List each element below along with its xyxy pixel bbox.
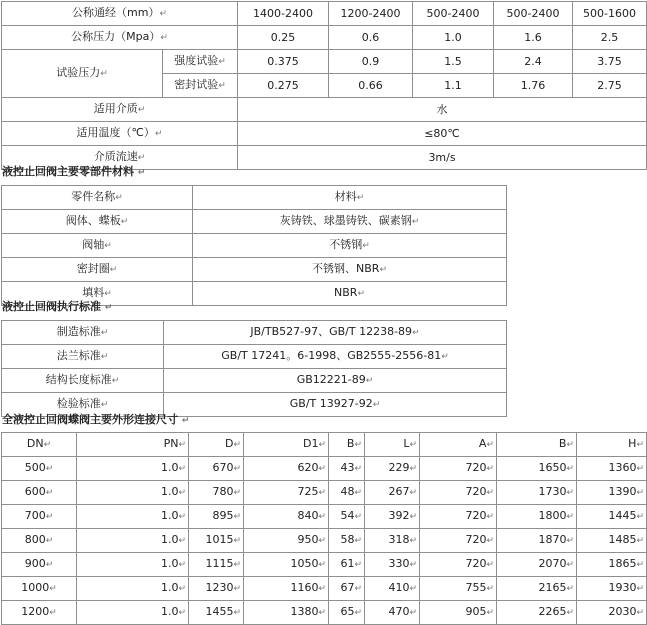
dimension-cell: 2030↵ — [577, 601, 647, 625]
dimension-cell: 1015↵ — [189, 529, 244, 553]
dimension-cell: 65↵ — [329, 601, 365, 625]
standard-name-cell: 结构长度标准↵ — [2, 369, 164, 393]
strength-test-label: 强度试验↵ — [163, 50, 238, 74]
dimension-cell: 895↵ — [189, 505, 244, 529]
dimension-cell: 58↵ — [329, 529, 365, 553]
nominal-diameter-row — [2, 2, 647, 26]
dimension-cell: 1445↵ — [577, 505, 647, 529]
dimension-cell: 1380↵ — [244, 601, 329, 625]
pressure-cell: 0.25 — [238, 26, 329, 50]
dimension-row — [2, 577, 647, 601]
spec-table — [1, 1, 647, 170]
dimension-header-row — [2, 433, 647, 457]
diameter-range-cell: 500-2400 — [413, 2, 494, 26]
dimension-cell: 1230↵ — [189, 577, 244, 601]
dimension-row — [2, 601, 647, 625]
dimension-cell: 1115↵ — [189, 553, 244, 577]
dimension-cell: 1.0↵ — [77, 505, 189, 529]
diameter-range-cell: 500-1600 — [573, 2, 647, 26]
dimension-cell: 720↵ — [420, 529, 497, 553]
strength-cell: 0.9 — [329, 50, 413, 74]
seal-test-label: 密封试验↵ — [163, 74, 238, 98]
material-header: 材料↵ — [193, 186, 507, 210]
dimension-cell: 2165↵ — [497, 577, 577, 601]
dimension-cell: 725↵ — [244, 481, 329, 505]
material-cell: 灰铸铁、球墨铸铁、碳素钢↵ — [193, 210, 507, 234]
dimension-cell: 2265↵ — [497, 601, 577, 625]
dimension-header-cell: PN↵ — [77, 433, 189, 457]
dimension-cell: 500↵ — [2, 457, 77, 481]
velocity-label: 介质流速↵ — [2, 146, 238, 170]
part-name-header: 零件名称↵ — [2, 186, 193, 210]
temperature-label: 适用温度（℃）↵ — [2, 122, 238, 146]
dimension-cell: 720↵ — [420, 457, 497, 481]
dimension-header-cell: L↵ — [365, 433, 420, 457]
seal-cell: 0.275 — [238, 74, 329, 98]
material-cell: 不锈钢、NBR↵ — [193, 258, 507, 282]
dimension-cell: 1.0↵ — [77, 529, 189, 553]
standards-row — [2, 321, 507, 345]
standard-name-cell: 制造标准↵ — [2, 321, 164, 345]
dimension-header-cell: H↵ — [577, 433, 647, 457]
nominal-pressure-row — [2, 26, 647, 50]
part-name-cell: 密封圈↵ — [2, 258, 193, 282]
strength-cell: 3.75 — [573, 50, 647, 74]
diameter-range-cell: 1400-2400 — [238, 2, 329, 26]
dimension-cell: 720↵ — [420, 553, 497, 577]
material-cell: 不锈钢↵ — [193, 234, 507, 258]
standard-name-cell: 法兰标准↵ — [2, 345, 164, 369]
dimension-header-cell: B↵ — [497, 433, 577, 457]
dimension-cell: 392↵ — [365, 505, 420, 529]
dimension-cell: 1485↵ — [577, 529, 647, 553]
dimension-cell: 900↵ — [2, 553, 77, 577]
dimension-cell: 1730↵ — [497, 481, 577, 505]
dimension-cell: 1455↵ — [189, 601, 244, 625]
pressure-cell: 1.6 — [494, 26, 573, 50]
part-name-cell: 阀体、蝶板↵ — [2, 210, 193, 234]
standard-value-cell: GB/T 13927-92↵ — [164, 393, 507, 417]
dimension-cell: 1.0↵ — [77, 577, 189, 601]
temperature-row — [2, 122, 647, 146]
dimension-header-cell: D↵ — [189, 433, 244, 457]
dimension-cell: 700↵ — [2, 505, 77, 529]
materials-header-row — [2, 186, 507, 210]
materials-row — [2, 210, 507, 234]
dimension-cell: 600↵ — [2, 481, 77, 505]
dimension-header-cell: DN↵ — [2, 433, 77, 457]
standards-row — [2, 369, 507, 393]
dimension-cell: 1.0↵ — [77, 457, 189, 481]
dimension-cell: 2070↵ — [497, 553, 577, 577]
dimension-cell: 1650↵ — [497, 457, 577, 481]
part-name-cell: 阀轴↵ — [2, 234, 193, 258]
dimension-cell: 620↵ — [244, 457, 329, 481]
dimension-cell: 410↵ — [365, 577, 420, 601]
strength-cell: 2.4 — [494, 50, 573, 74]
materials-table — [1, 185, 507, 306]
dimensions-table — [1, 432, 647, 625]
standard-name-cell: 检验标准↵ — [2, 393, 164, 417]
dimension-cell: 229↵ — [365, 457, 420, 481]
test-pressure-label: 试验压力↵ — [2, 50, 163, 98]
dimension-cell: 1.0↵ — [77, 553, 189, 577]
dimension-cell: 755↵ — [420, 577, 497, 601]
dimension-cell: 48↵ — [329, 481, 365, 505]
dimension-cell: 950↵ — [244, 529, 329, 553]
part-name-cell: 填料↵ — [2, 282, 193, 306]
dimension-cell: 1160↵ — [244, 577, 329, 601]
dimension-cell: 1930↵ — [577, 577, 647, 601]
dimension-cell: 267↵ — [365, 481, 420, 505]
standards-row — [2, 345, 507, 369]
nominal-diameter-label: 公称通经（mm）↵ — [2, 2, 238, 26]
dimension-cell: 1.0↵ — [77, 481, 189, 505]
velocity-value: 3m/s — [238, 146, 647, 170]
dimension-row — [2, 553, 647, 577]
temperature-value: ≤80℃ — [238, 122, 647, 146]
dimension-cell: 670↵ — [189, 457, 244, 481]
dimension-cell: 1050↵ — [244, 553, 329, 577]
seal-cell: 0.66 — [329, 74, 413, 98]
dimension-header-cell: D1↵ — [244, 433, 329, 457]
dimension-row — [2, 529, 647, 553]
standard-value-cell: GB12221-89↵ — [164, 369, 507, 393]
diameter-range-cell: 1200-2400 — [329, 2, 413, 26]
dimension-cell: 318↵ — [365, 529, 420, 553]
dimension-cell: 1865↵ — [577, 553, 647, 577]
dimension-cell: 800↵ — [2, 529, 77, 553]
dimensions-section-title: 全液控止回阀蝶阀主要外形连接尺寸 ↵ — [2, 413, 190, 426]
strength-cell: 1.5 — [413, 50, 494, 74]
dimension-cell: 720↵ — [420, 505, 497, 529]
dimension-row — [2, 481, 647, 505]
dimension-cell: 840↵ — [244, 505, 329, 529]
dimension-cell: 470↵ — [365, 601, 420, 625]
materials-row — [2, 234, 507, 258]
dimension-row — [2, 505, 647, 529]
dimension-cell: 1800↵ — [497, 505, 577, 529]
dimension-header-cell: B↵ — [329, 433, 365, 457]
diameter-range-cell: 500-2400 — [494, 2, 573, 26]
dimension-cell: 1000↵ — [2, 577, 77, 601]
medium-label: 适用介质↵ — [2, 98, 238, 122]
dimension-cell: 330↵ — [365, 553, 420, 577]
dimension-row — [2, 457, 647, 481]
dimension-cell: 1200↵ — [2, 601, 77, 625]
dimension-cell: 1.0↵ — [77, 601, 189, 625]
materials-section-title: 液控止回阀主要零部件材料 ↵ — [2, 165, 146, 178]
medium-value: 水 — [238, 98, 647, 122]
seal-cell: 1.76 — [494, 74, 573, 98]
standard-value-cell: JB/TB527-97、GB/T 12238-89↵ — [164, 321, 507, 345]
dimension-cell: 67↵ — [329, 577, 365, 601]
strength-test-row — [2, 50, 647, 74]
dimension-cell: 61↵ — [329, 553, 365, 577]
dimension-cell: 1390↵ — [577, 481, 647, 505]
strength-cell: 0.375 — [238, 50, 329, 74]
dimension-cell: 1360↵ — [577, 457, 647, 481]
material-cell: NBR↵ — [193, 282, 507, 306]
seal-cell: 1.1 — [413, 74, 494, 98]
pressure-cell: 0.6 — [329, 26, 413, 50]
dimension-cell: 905↵ — [420, 601, 497, 625]
dimension-cell: 720↵ — [420, 481, 497, 505]
materials-row — [2, 258, 507, 282]
pressure-cell: 1.0 — [413, 26, 494, 50]
dimension-header-cell: A↵ — [420, 433, 497, 457]
standards-table — [1, 320, 507, 417]
standard-value-cell: GB/T 17241。6-1998、GB2555-2556-81↵ — [164, 345, 507, 369]
dimension-cell: 43↵ — [329, 457, 365, 481]
pressure-cell: 2.5 — [573, 26, 647, 50]
standards-section-title: 液控止回阀执行标准 ↵ — [2, 300, 113, 313]
seal-cell: 2.75 — [573, 74, 647, 98]
dimension-cell: 1870↵ — [497, 529, 577, 553]
nominal-pressure-label: 公称压力（Mpa）↵ — [2, 26, 238, 50]
dimension-cell: 780↵ — [189, 481, 244, 505]
medium-row — [2, 98, 647, 122]
dimension-cell: 54↵ — [329, 505, 365, 529]
